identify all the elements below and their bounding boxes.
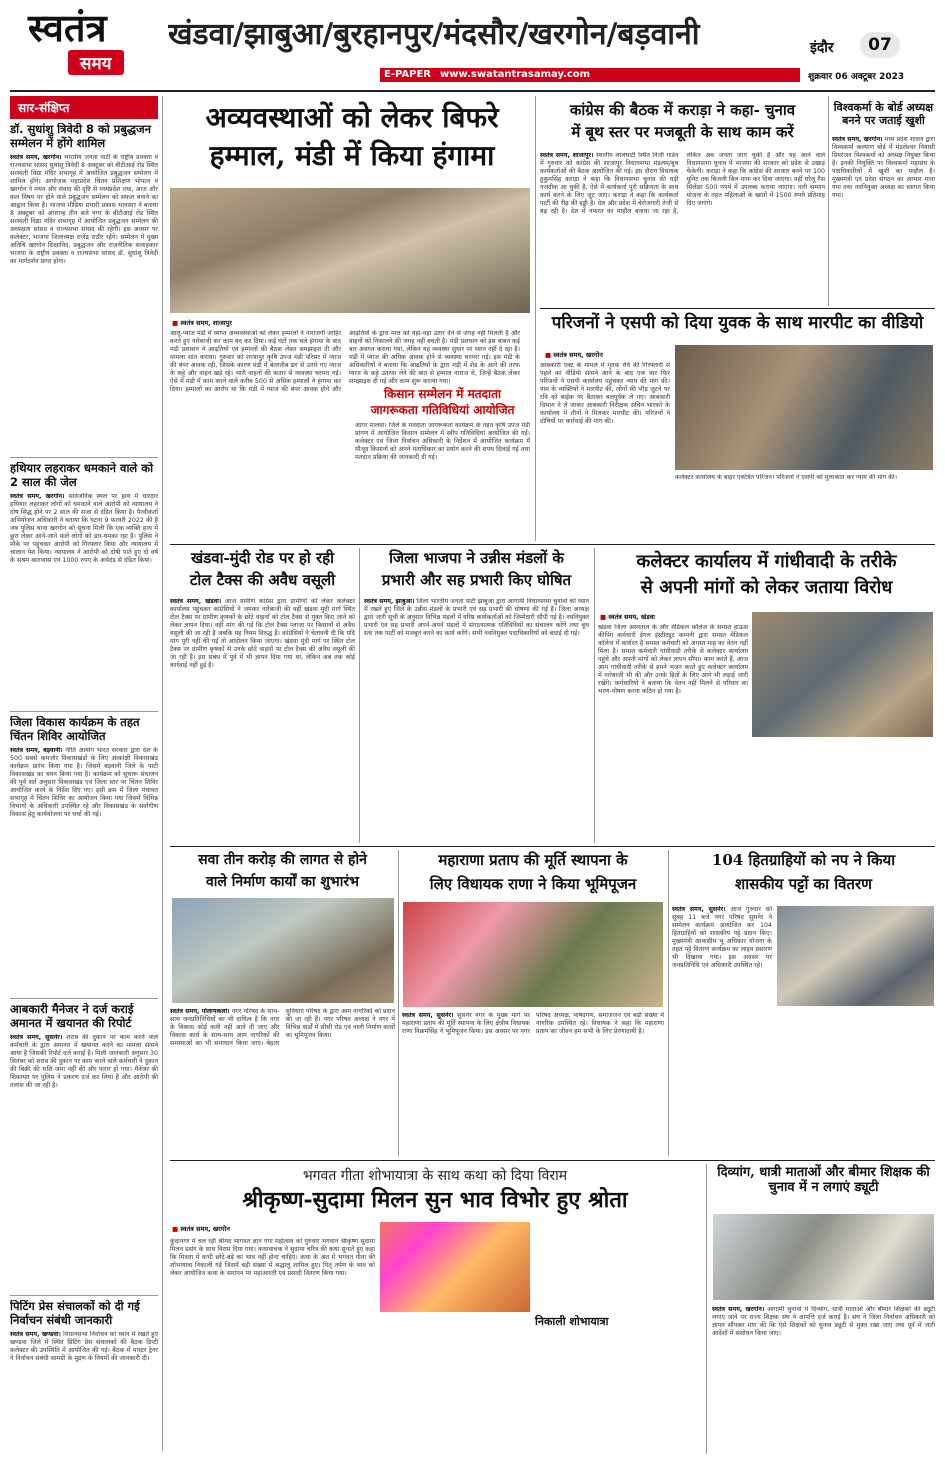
pratap-headline-1: महाराणा प्रताप की मूर्ति स्थापना के [438, 851, 628, 869]
shubharambh-body: स्वतंत्र समय, पोलायकलां। नगर परिषद के साथ-साथ जनप्रतिनिधियों का भी दायित्व है कि नगर के विकास कोई कमी नहीं आने दी जाए और विकास कार्य के साथ-साथ आम नागरिकों की समस्याओं का भी समाधान किया जाए। बेहतर सुविधाएं परिषद के द्वारा आम नागरिकों को प्रदान की जा रही हैं। नगर परिषद अध्यक्ष ने नगर में विभिन्न वार्डों में सीसी रोड एवं नाली निर्माण कार्यों का भूमिपूजन किया। [170, 1008, 395, 1048]
sidebar-item-body: स्वतंत्र समय, खण्डवा। विधानसभा निर्वाचन को ध्यान में रखते हुए खण्डवा जिले में स्थित प्रिंटिंग प्रेस संचालकों की बैठक डिप्टी कलेक्टर की उपस्थिति में आयोजित की गई। बैठक में मास्टर ट्रेनर ने निर्वाचन संबंधी सामग्री के मुद्रण के नियमों की जानकारी दी। [10, 1330, 158, 1362]
masthead-city: इंदौर [810, 40, 834, 56]
duty-body: स्वतंत्र समय, खरगोन। आगामी चुनावों में दिव्यांग, धात्री माताओं और बीमार शिक्षकों की ड्यूटी लगाए जाने पर राज्य शिक्षक संघ ने आपत्ति दर्ज कराई है। संघ ने जिला निर्वाचन अधिकारी को ज्ञापन सौंपकर मांग की कि ऐसे शिक्षकों को चुनाव ड्यूटी से मुक्त रखा जाए तथा पूर्व में जारी आदेशों में संशोधन किया जाए। [712, 1306, 935, 1338]
toll-body: स्वतंत्र समय, खंडवा। आज ग्रामीण कांग्रेस द्वारा ग्रामीणों को लेकर कलेक्टर कार्यालय पहुंचकर कांग्रेसियों ने जमकर नारेबाजी की वहीं खंडवा मुंदी मार्ग स्थित टोल टैक्स पर ग्रामीण कृषकों के छोटे वाहनों को टोल टैक्स से मुक्त किए जाने को लेकर ज्ञापन दिया। वहीं मांग की गई कि टोल टैक्स प्लाजा पर किसानों से अवैध वसूली की जा रही है जबकि यह नियम विरुद्ध है। कांग्रेसियों ने चेतावनी दी कि यदि मांग पूरी नहीं की गई तो आंदोलन किया जाएगा। खंडवा मुंदी मार्ग पर स्थित टोल टैक्स पर ग्रामीण कृषकों से उनके छोटे वाहनों पर टोल टैक्स की अवैध वसूली की जा रही है। इस संबंध में पूर्व में भी ज्ञापन दिया गया था, लेकिन अब तक कोई कार्रवाई नहीं हुई है। [170, 598, 355, 670]
toll-headline-1: खंडवा-मुंदी रोड पर हो रही [191, 549, 334, 567]
sidebar-item-body: स्वतंत्र समय, खरगोन। भारतीय जनता पार्टी के राष्ट्रीय प्रवक्ता व राज्यसभा सांसद सुधांशु त्रिवेदी 8 अक्टूबर को बीटीआई रोड स्थित सरस्वती विद्या मंदिर सभागृह में आयोजित प्रबुद्धजन सम्मेलन में शामिल होंगे। आयोजक महाप्रदेश चिंतन प्रशिक्षण भोपाल व खरगोन ने मंथन और संवाद की दृष्टि से मध्यप्रदेश तथा, आज और कल विषय पर होने वाले प्रबुद्धजन सम्मेलन को सफल बनाने का आह्वान किया है। भाजपा मीडिया प्रभारी प्रकाश भावसार ने बताया 8 अक्टूबर को अपरान्ह तीन बजे नगर के बीटीआई रोड स्थित सरस्वती विद्या मंदिर सभागृह में आयोजित प्रबुद्धजन सम्मेलन की अध्यक्षता सांसद व राज्यसभा सांसद की रहेगी। इस अवसर पर कलेक्टर, भाजपा जिलाध्यक्ष राजेंद्र राठौर रहेंगे। सम्मेलन में मुख्य अतिथि खरगोन शिक्षाविद, प्रबुद्धजन और राजनीतिक सलाहकार भाजपा के राष्ट्रीय प्रवक्ता व राज्यसभा सांसद डॉ. सुधांशु त्रिवेदी का मार्गदर्शन प्राप्त होगा। [10, 153, 158, 266]
bjp-headline-2: प्रभारी और सह प्रभारी किए घोषित [381, 571, 572, 589]
logo [28, 5, 163, 82]
congress-headline-2: में बूथ स्तर पर मजबूती के साथ काम करें [571, 123, 794, 141]
sp-headline: परिजनों ने एसपी को दिया युवक के साथ मारपीट का वीडियो [551, 313, 924, 333]
collector-body: खंडवा जिला अस्पताल के और मेडिकल कॉलेज के समस्त हाऊस कीपिंग कर्मचारी ईगल इंस्टीट्यूट कम्पनी द्वारा समस्त मेडिकल कॉलेज में कार्यरत है समस्त कर्मचारी को अगस्त माह का वेतन नहीं मिला है। समस्त कर्मचारी गांधीवादी तरीके से कलेक्टर कार्यालय पहुंचे और अपनी मांगों को लेकर ज्ञापन सौंपा। काम करते हैं, आज आम गांधीवादी तरीके से हमने भजन करते हुए कलेक्टर कार्यालय में नारेबाजी भी की और उनके हितों के लिए आगे भी लड़ाई जारी रखेंगे। कर्मचारियों ने बताया कि वेतन नहीं मिलने से परिवार का भरण-पोषण करना कठिन हो गया है। [598, 624, 748, 696]
gita-headline: श्रीकृष्ण-सुदामा मिलन सुन भाव विभोर हुए श्रोता [242, 1187, 628, 1213]
lead-headline-2: हम्माल, मंडी में किया हंगामा [209, 139, 495, 172]
sidebar-item [10, 1300, 158, 1451]
patta-photo [777, 906, 934, 1006]
epaper-label: E-PAPER [384, 69, 431, 80]
gita-photo [380, 1222, 530, 1312]
kisan-headline-2: जागरूकता गतिविधियां आयोजित [370, 403, 515, 417]
col-divider [668, 850, 669, 1156]
sidebar-divider [162, 96, 163, 1451]
gita-body: कुंदानगर में चल रही श्रीमद भागवत ज्ञान गंगा महोत्सव को गुरुवार भगवान श्रीकृष्ण सुदामा मिलन प्रसंग के साथ विराम दिया गया। कथावाचक ने सुदामा चरित्र की कथा सुनाते हुए कहा कि मित्रता में कभी छोटे-बड़े का भाव नहीं होना चाहिए। कथा के अंत में भगवत गीता की शोभायात्रा निकाली गई जिसमें बड़ी संख्या में श्रद्धालु शामिल हुए। पितृ तर्पण के भाव को लेकर आयोजित कथा के समापन पर महाआरती एवं प्रसादी वितरण किया गया। [170, 1238, 375, 1278]
congress-body: स्वतंत्र समय, शाजापुर। स्थानीय लालघाटी स्थित निजी गार्डन में गुरुवार को कांग्रेस की शाजापुर विधानसभा मंडलम/बूथ कार्यकर्ताओं की बैठक आयोजित की गई। इस दौरान विधायक हुकुमसिंह कराड़ा ने कहा कि विधानसभा चुनाव की घड़ी नजदीक आ चुकी है, ऐसे में कार्यकर्ता पूरी सक्रियता के साथ कार्य करने के लिए जुट जाएं। कराड़ा ने कहा कि कार्यकर्ता पार्टी की रीढ़ की हड्डी है। देश और प्रदेश में बेरोजगारी तेजी से बढ़ रही है। देश में नफरत का माहौल बनाया जा रहा है, लेकिन अब जनता जाग चुकी है और यह आने वाले विधानसभा चुनाव में भाजपा की सरकार को प्रदेश से उखाड़ फेंकेगी। कराड़ा ने कहा कि कांग्रेस की सरकार बनने पर 100 यूनिट तक बिजली बिल माफ कर दिया जाएगा। वहीं घरेलू गैस सिलेंडर 500 रुपये में उपलब्ध कराया जाएगा। नारी सम्मान योजना के तहत महिलाओं के खातों में 1500 रुपये प्रतिमाह दिए जाएंगे। [540, 152, 825, 216]
toll-headline-2: टोल टैक्स की अवैध वसूली [189, 571, 336, 589]
pratap-photo [403, 902, 663, 1007]
section-rule [540, 308, 935, 309]
duty-photo [713, 1214, 934, 1300]
sp-photo [675, 345, 933, 470]
collector-headline-1: कलेक्टर कार्यालय में गांधीवादी के तरीके [636, 551, 897, 572]
sp-body: आबकारी एक्ट के मामले में मृतक रवि की गिरफ्तारी से पहले का वीडियो सामने आने के बाद एक बार फिर परिजनों ने एसपी कार्यालय पहुंचकर न्याय की मांग की। नाम के व्यक्तियों ने मारपीट की, लोगों की भीड़ जुटने पर रवि को बाईक पर बैठाकर बलपूर्वक ले गए। आबकारी विभाग ने ले जाकर आबकारी निरीक्षक सचिन भारकरे के कार्यालय में तीनों ने मिलकर मारपीट की। परिजनों ने दोषियों पर कार्रवाई की मांग की। [540, 362, 670, 426]
bjp-body: स्वतंत्र समय, झाबुआ। जिला भारतीय जनता पार्टी झाबुआ द्वारा आगामी विधानसभा चुनावों को ध्यान में रखते हुए जिले के उन्नीस मंडलों के प्रभारी एवं सह प्रभारी की घोषणा की गई है। जिला अध्यक्ष द्वारा जारी सूची के अनुसार विभिन्न मंडलों में वरिष्ठ कार्यकर्ताओं को जिम्मेदारी सौंपी गई है। नवनियुक्त प्रभारी एवं सह प्रभारी अपने-अपने मंडलों में संगठनात्मक गतिविधियों का संचालन करेंगे तथा बूथ स्तर तक पार्टी को मजबूत करने का कार्य करेंगे। सभी नवनियुक्त पदाधिकारियों को बधाई दी गई। [364, 598, 589, 638]
gita-kicker: भगवत गीता शोभायात्रा के साथ कथा को दिया विराम [302, 1168, 568, 1184]
sidebar-item-title: हथियार लहराकर धमकाने वाले को 2 साल की जेल [10, 462, 154, 489]
website-link[interactable]: www.swatantrasamay.com [440, 69, 591, 80]
sidebar-item-title: पिटिंग प्रेस संचालकों को दी गई निर्वाचन संबंधी जानकारी [10, 1300, 140, 1327]
kisan-headline-1: किसान सम्मेलन में मतदाता [383, 387, 502, 401]
col-divider [706, 1164, 707, 1454]
bjp-headline-1: जिला भाजपा ने उन्नीस मंडलों के [389, 549, 564, 567]
patta-headline-2: शासकीय पट्टों का वितरण [735, 875, 872, 893]
sidebar-banner: सार-संक्षिप्त [10, 96, 158, 119]
masthead-rule [10, 90, 935, 92]
issue-date: शुक्रवार 06 अक्टूबर 2023 [808, 72, 905, 82]
section-rule [170, 544, 935, 545]
col-divider [359, 548, 360, 843]
gita-subhead: निकाली शोभायात्रा [535, 1315, 609, 1328]
vishwakarma-headline: विश्वकर्मा के बोर्ड अध्यक्ष बनने पर जताई खुशी [833, 101, 934, 127]
collector-body-2 [752, 742, 933, 842]
sidebar-item-body: स्वतंत्र समय, बड़वानी। नीति आयोग भारत सरकार द्वारा देश के 500 सबसे कमजोर विकासखंडों के लिए आकांक्षी विकासखंड कार्यक्रम प्रारंभ किया गया है। जिसमें बड़वानी जिले के पाटी विकासखंड का चयन किया गया है। कार्यक्रम को सुचारू संचालन की पूर्व शर्त अनुसार विकासखंड एवं जिला स्तर पर चिंतन शिविर आयोजित करने के निर्देश दिए गए। इसी क्रम में जिला पंचायत सभागृह में चिंतन शिविर का आयोजन किया गया जिसमें विभिन्न विभागों के अधिकारी उपस्थित रहे और विकासखंड के सर्वांगीण विकास हेतु कार्ययोजना पर चर्चा की गई। [10, 746, 158, 818]
sidebar-item-body: स्वतंत्र समय, सुसनेर। शराब की दुकान पर काम करने वाले कर्मचारी के द्वारा अमानत में खयानत करने का मामला सामने आया है जिसकी रिपोर्ट दर्ज कराई है। मिली जानकारी अनुसार 30 सितंबर को शराब की दुकान पर काम करने वाले कर्मचारी ने दुकान की बिक्री की राशि जमा नहीं की और फरार हो गया। मैनेजर की शिकायत पर पुलिस ने प्रकरण दर्ज कर लिया है और आरोपी की तलाश की जा रही है। [10, 1033, 158, 1089]
page-number: 07 [860, 32, 900, 58]
collector-caption: ■ स्वतंत्र समय, खंडवा [600, 612, 655, 621]
lead-caption: ■ स्वतंत्र समय, शाजापुर [172, 318, 232, 327]
lead-headline-1: अव्यवस्थाओं को लेकर बिफरे [205, 101, 499, 134]
sidebar [10, 96, 158, 1451]
sidebar-item [10, 716, 158, 994]
gita-body-2 [535, 1232, 700, 1312]
sp-caption: ■ स्वतंत्र समय, खरगोन [545, 350, 603, 359]
col-divider [594, 548, 595, 843]
print-color-bar [10, 1458, 935, 1464]
shubharambh-headline-1: सवा तीन करोड़ की लागत से होने [198, 852, 367, 868]
congress-headline-1: कांग्रेस की बैठक में कराड़ा ने कहा- चुनाव [569, 101, 796, 119]
sidebar-item-title: जिला विकास कार्यक्रम के तहत चिंतन शिविर आयोजित [10, 716, 140, 743]
lead-photo [170, 188, 530, 313]
sidebar-item [10, 462, 158, 707]
patta-body: स्वतंत्र समय, सुसनेर। आज गुरुवार को सुबह 11 बजे नगर परिषद सुसनेर ने सम्मेलन कार्यक्रम आयोजित कर 104 हितग्राहियों को शासकीय पट्टे प्रदान किए। मुख्यमंत्री आवासीय भू अधिकार योजना के तहत पट्टे वितरण कार्यक्रम का लाइव प्रसारण भी दिखाया गया। इस अवसर पर जनप्रतिनिधि एवं अधिकारी उपस्थित रहे। [672, 906, 772, 970]
logo-bottom: समय [68, 50, 124, 75]
sidebar-item [10, 1003, 158, 1291]
col-divider [828, 96, 829, 306]
gita-body-3 [380, 1316, 530, 1450]
col-divider [535, 96, 536, 541]
gita-caption: ■ स्वतंत्र समय, खरगोन [172, 1224, 230, 1233]
lead-body: आलू-प्याज मंडी में व्याप्त अव्यवस्थाओं को लेकर हम्मालों ने नाराजगी जाहिर करते हुए नारेबाजी कर काम बंद कर दिया। कई घंटों तक चले हंगामा के बाद मंडी प्रशासन ने आढ़तियों एवं हम्मालों की बैठक लेकर समझाइश दी और मामला शांत कराया। गुरुवार को शाजापुर कृषि उपज मंडी परिसर में प्याज की बंपर आवक रही, जिसके कारण मंडी में बेतरतीब ढंग से उतारे गए प्याज के कट्टे और वाहन खड़े रहे। भारी वाहनों की कतार से व्यवस्था चरमरा गई। ऐसे में मंडी में काम करने वाले करीब 500 से अधिक हम्मालों ने हंगामा कर दिया। हम्मालों का आरोप था कि मंडी में प्याज की बंपर आवक होने और आढ़तियों के द्वारा माल को यहां-वहां उतार देने से जगह नहीं मिलती है और वाहनों को निकालने की जगह नहीं बचती है। मंडी प्रशासन को इस बाबत कई बार अवगत कराया गया, लेकिन यह व्यवस्था सुधार पर ध्यान नहीं दे रहा है। मंडी में प्याज की अधिक आवक होने से व्यवस्था चरमरा गई। इस मंडी के अधिकारियों ने बताया कि आढ़तियों के द्वारा मंडी में शेड के आगे की तरफ प्याज के कट्टे उतरवा लेने की बात से हम्माल नाराज थे, जिन्हें बैठक लेकर समझाइश दी गई और काम शुरू कराया गया। [170, 330, 520, 394]
section-rule [170, 846, 935, 847]
sidebar-item-body: स्वतंत्र समय, खरगोन। सार्वजनिक स्थल पर हाथ में धारदार हथियार लहराकर लोगों को धमकाने वाले आरोपी को न्यायालय ने दोष सिद्ध होने पर 2 साल की सजा से दंडित किया है। पैरवीकर्ता अभियोजन अधिकारी ने बताया कि घटना 9 फरवरी 2022 की है जब पुलिस थाना खरगोन को सूचना मिली कि एक व्यक्ति हाथ में छुरा लेकर आने-जाने वाले लोगों को डरा-धमका रहा है। पुलिस ने मौके पर पहुंचकर आरोपी को गिरफ्तार किया और न्यायालय में चालान पेश किया। न्यायालय ने आरोपी को दोषी पाते हुए दो वर्ष के सश्रम कारावास एवं 1000 रुपए के अर्थदंड से दंडित किया। [10, 492, 158, 564]
collector-headline-2: से अपनी मांगों को लेकर जताया विरोध [640, 577, 893, 598]
shubharambh-headline-2: वाले निर्माण कार्यों का शुभारंभ [206, 874, 359, 890]
sp-photo-caption: कलेक्टर कार्यालय के बाहर एकत्रित परिजन। परिजनों ने एसपी को मुलाकात कर न्याय की मांग की। [675, 474, 897, 481]
masthead-cities: खंडवा/झाबुआ/बुरहानपुर/मंदसौर/खरगोन/बड़वानी [168, 17, 700, 52]
sidebar-item-title: आबकारी मैनेजर ने दर्ज कराई अमानत में खयानत की रिपोर्ट [10, 1003, 134, 1030]
vishwakarma-body: स्वतंत्र समय, खरगोन। मध्य प्रदेश शासन द्वारा विश्वकर्मा कल्याण बोर्ड में मंडलेश्वर निवासी प्रियरंजन विश्वकर्मा को अध्यक्ष नियुक्त किया है। इनकी नियुक्ति पर विश्वकर्मा महासंघ के पदाधिकारियों में खुशी का माहौल है। मुख्यमंत्री एवं प्रदेश संगठन का आभार माना गया तथा नवनियुक्त अध्यक्ष का स्वागत किया गया। [832, 136, 935, 200]
pratap-body: स्वतंत्र समय, सुसनेर। सुसनेर नगर के मुख्य मार्ग पर महाराणा प्रताप की मूर्ति स्थापना के लिए क्षेत्रीय विधायक राणा विक्रमसिंह ने भूमिपूजन किया। इस अवसर पर नगर परिषद अध्यक्ष, पार्षदगण, समाजजन एवं बड़ी संख्या में नागरिक उपस्थित रहे। विधायक ने कहा कि महाराणा प्रताप का जीवन हम सभी के लिए प्रेरणादायी है। [402, 1012, 664, 1036]
duty-headline: दिव्यांग, धात्री माताओं और बीमार शिक्षक की चुनाव में न लगाएं ड्यूटी [717, 1165, 930, 1195]
masthead [0, 0, 945, 90]
shubharambh-photo [172, 898, 394, 1003]
logo-top: स्वतंत्र [28, 5, 107, 50]
section-rule [170, 1160, 935, 1161]
sidebar-item [10, 123, 158, 453]
col-divider [398, 850, 399, 1156]
pratap-headline-2: लिए विधायक राणा ने किया भूमिपूजन [429, 875, 637, 893]
patta-body-2 [777, 1010, 934, 1156]
patta-headline-1: 104 हितग्राहियों को नप ने किया [711, 851, 896, 869]
kisan-body: आगर मालवा। जिले के मतदाता जागरूकता कार्यक्रम के तहत कृषि उपज मंडी प्रांगण में आयोजित किसान सम्मेलन में स्वीप गतिविधियां आयोजित की गईं। कलेक्टर एवं जिला निर्वाचन अधिकारी के निर्देशन में आयोजित कार्यक्रम में मौजूद किसानों को अपने मताधिकार का प्रयोग करने की शपथ दिलाई गई तथा मतदान प्रक्रिया की जानकारी दी गई। [355, 422, 530, 462]
collector-photo [752, 612, 933, 737]
sidebar-item-title: डॉ. सुधांशु त्रिवेदी 8 को प्रबुद्धजन सम्मेलन में होंगे शामिल [10, 123, 151, 150]
